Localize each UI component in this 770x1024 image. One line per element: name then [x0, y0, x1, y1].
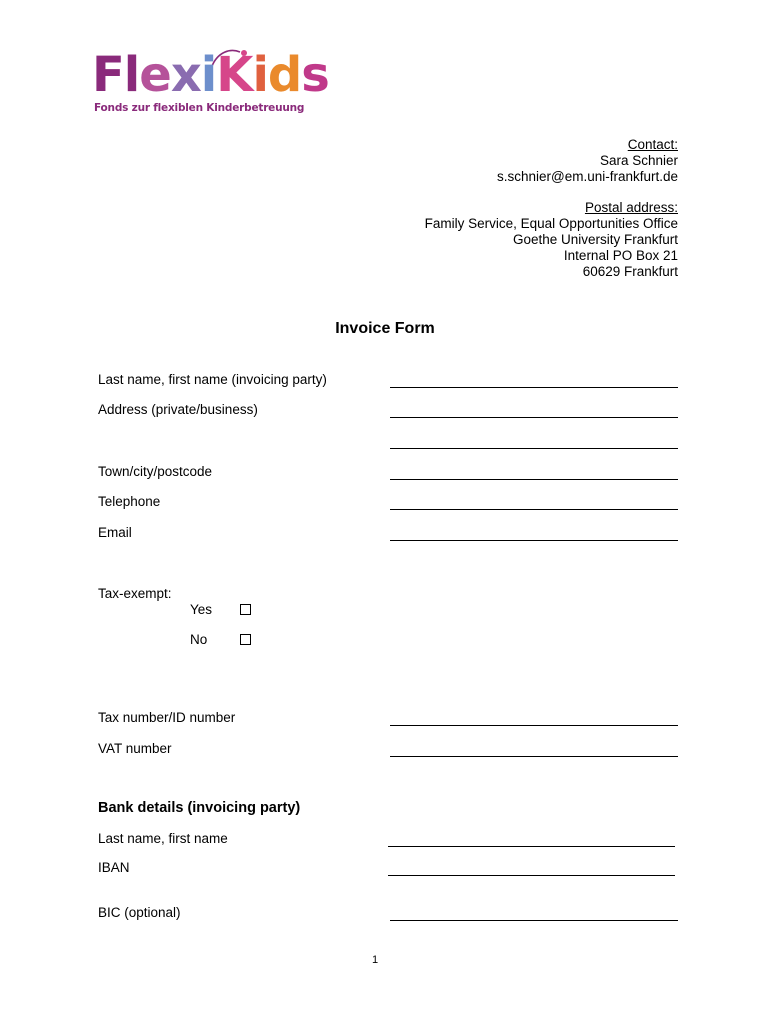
address-field-2[interactable] [390, 448, 678, 449]
logo-letter: i [200, 47, 217, 103]
tax-exempt-no-checkbox[interactable] [240, 634, 251, 645]
tax-exempt-label: Tax-exempt: [98, 586, 172, 601]
logo-letter: F [92, 47, 124, 103]
logo-letter: e [139, 47, 171, 103]
tax-exempt-no-label: No [190, 632, 208, 647]
tax-exempt-yes-checkbox[interactable] [240, 604, 251, 615]
last-first-name-field[interactable] [390, 387, 678, 388]
flexikids-logo [92, 44, 329, 120]
iban-field[interactable] [388, 875, 675, 876]
contact-heading: Contact: [627, 137, 678, 152]
town-field[interactable] [390, 479, 678, 480]
logo-letter: s [301, 47, 329, 103]
logo-letter: i [252, 47, 268, 103]
last-first-name-label: Last name, first name (invoicing party) [98, 372, 327, 387]
telephone-label: Telephone [98, 494, 161, 509]
tax-exempt-yes-label: Yes [190, 602, 213, 617]
tax-number-label: Tax number/ID number [98, 710, 236, 725]
logo-letter: l [123, 47, 140, 103]
vat-number-field[interactable] [390, 756, 678, 757]
telephone-field[interactable] [390, 509, 678, 510]
email-label: Email [98, 525, 132, 540]
logo-letter: x [170, 47, 201, 103]
town-label: Town/city/postcode [98, 464, 213, 479]
contact-block [425, 137, 678, 280]
bank-name-label: Last name, first name [98, 831, 228, 846]
address-field-1[interactable] [390, 417, 678, 418]
logo-wordmark [92, 44, 329, 106]
tax-number-field[interactable] [390, 725, 678, 726]
address-label: Address (private/business) [98, 402, 258, 417]
bank-details-heading: Bank details (invoicing party) [98, 800, 301, 816]
address-line-4: 60629 Frankfurt [582, 264, 678, 279]
address-line-3: Internal PO Box 21 [563, 248, 678, 263]
bic-field[interactable] [390, 920, 678, 921]
bic-label: BIC (optional) [98, 905, 181, 920]
bank-name-field[interactable] [388, 846, 675, 847]
logo-tagline: Fonds zur flexiblen Kinderbetreuung [94, 102, 305, 114]
vat-number-label: VAT number [98, 741, 172, 756]
page-number: 1 [371, 954, 379, 966]
contact-email: s.schnier@em.uni-frankfurt.de [496, 169, 678, 184]
email-field[interactable] [390, 540, 678, 541]
address-line-2: Goethe University Frankfurt [512, 232, 678, 247]
logo-letter: K [216, 47, 253, 103]
contact-name: Sara Schnier [599, 153, 678, 168]
postal-heading: Postal address: [584, 200, 678, 215]
address-line-1: Family Service, Equal Opportunities Office [424, 216, 678, 231]
logo-letter: d [267, 47, 302, 103]
form-title: Invoice Form [335, 320, 435, 337]
iban-label: IBAN [98, 860, 130, 875]
